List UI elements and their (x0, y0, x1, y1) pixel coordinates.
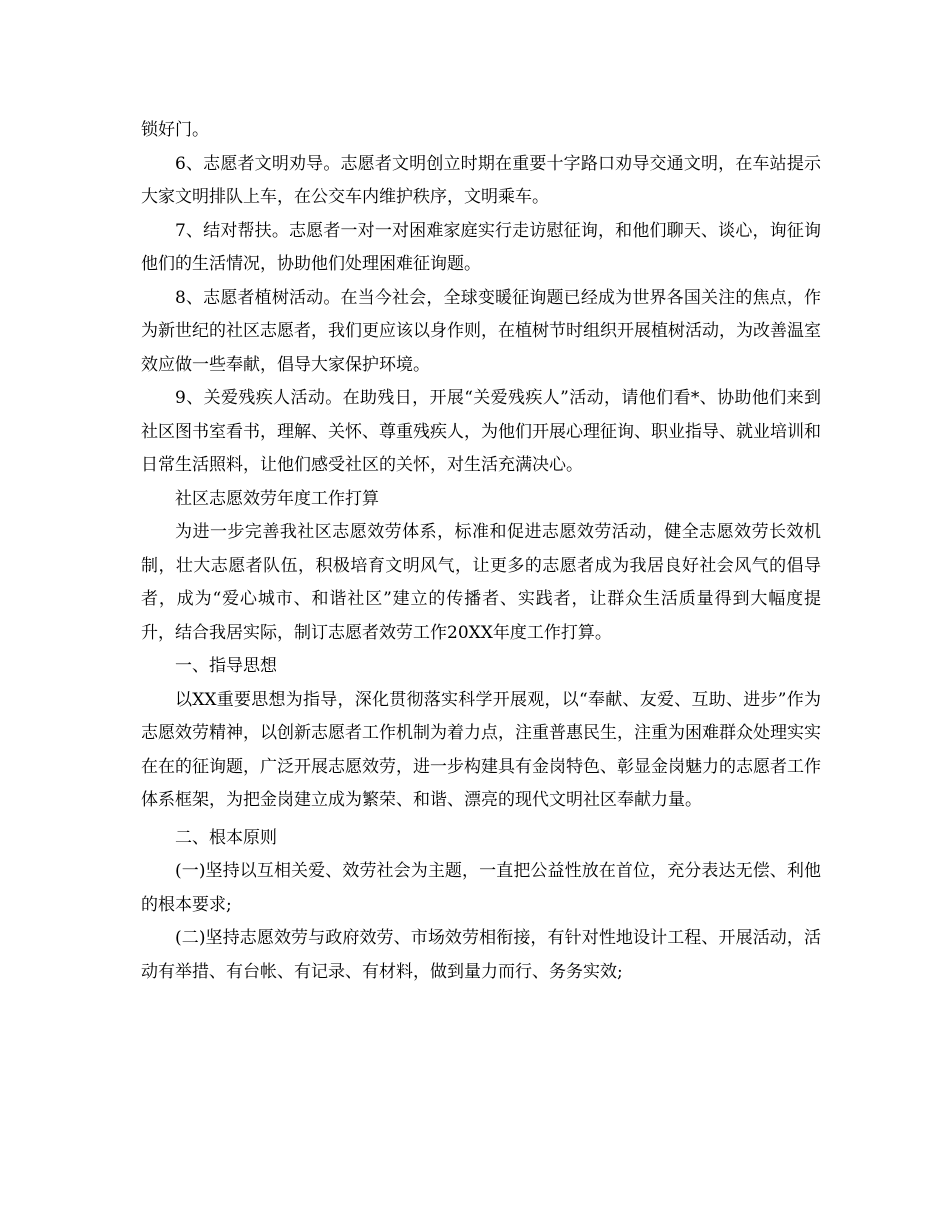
paragraph-item-7: 7、结对帮扶。志愿者一对一对困难家庭实行走访慰征询，和他们聊天、谈心，询征询他们的生活情况，协助他们处理困难征询题。 (141, 220, 821, 274)
heading-guiding-ideology: 一、指导思想 (175, 656, 277, 676)
paragraph-guiding-ideology: 以XX重要思想为指导，深化贯彻落实科学开展观，以“奉献、友爱、互助、进步”作为志愿效劳精神，以创新志愿者工作机制为着力点，注重普惠民生，注重为困难群众处理实实在在的征询题，广泛开展志愿效劳，进一步构建具有金岗特色、彰显金岗魅力的志愿者工作体系框架，为把金岗建立成为繁荣、和谐、漂亮的现代文明社区奉献力量。 (141, 689, 821, 810)
paragraph-item-9: 9、关爱残疾人活动。在助残日，开展“关爱残疾人”活动，请他们看*、协助他们来到社区图书室看书，理解、关怀、尊重残疾人，为他们开展心理征询、职业指导、就业培训和日常生活照料，让他们感受社区的关怀，对生活充满决心。 (141, 388, 821, 475)
paragraph-principle-2: (二)坚持志愿效劳与政府效劳、市场效劳相衔接，有针对性地设计工程、开展活动，活动有举措、有台帐、有记录、有材料，做到量力而行、务务实效; (141, 928, 821, 982)
paragraph-item-8: 8、志愿者植树活动。在当今社会，全球变暖征询题已经成为世界各国关注的焦点，作为新世纪的社区志愿者，我们更应该以身作则，在植树节时组织开展植树活动，为改善温室效应做一些奉献，倡导大家保护环境。 (141, 287, 821, 375)
paragraph-intro: 为进一步完善我社区志愿效劳体系，标准和促进志愿效劳活动，健全志愿效劳长效机制，壮大志愿者队伍，积极培育文明风气，让更多的志愿者成为我居良好社会风气的倡导者，成为“爱心城市、和谐社区”建立的传播者、实践者，让群众生活质量得到大幅度提升，结合我居实际，制订志愿者效劳工作20XX年度工作打算。 (141, 522, 821, 643)
paragraph-continuation: 锁好门。 (141, 120, 209, 140)
heading-basic-principles: 二、根本原则 (175, 827, 277, 848)
document-body (141, 114, 821, 989)
paragraph-item-6: 6、志愿者文明劝导。志愿者文明创立时期在重要十字路口劝导交通文明，在车站提示大家文明排队上车，在公交车内维护秩序，文明乘车。 (141, 153, 821, 207)
section-title: 社区志愿效劳年度工作打算 (175, 488, 379, 509)
paragraph-principle-1: (一)坚持以互相关爱、效劳社会为主题，一直把公益性放在首位，充分表达无偿、利他的根本要求; (141, 861, 821, 915)
